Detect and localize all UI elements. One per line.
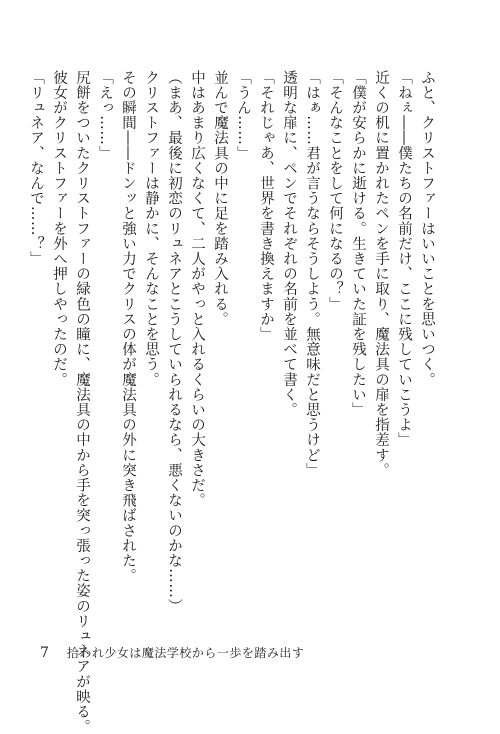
- text-line: 「僕が安らかに逝ける。生きていた証を残したい」: [350, 70, 366, 418]
- text-line: 「そんなことをして何になるの？」: [327, 70, 343, 312]
- page-number: 7: [40, 645, 49, 661]
- text-line: 「はぁ……君が言うならそうしよう。無意味だと思うけど」: [304, 70, 320, 478]
- text-line: 「うん……」: [235, 70, 251, 161]
- text-line: 彼女がクリストファーを外へ押しやったのだ。: [51, 70, 67, 388]
- text-line: 「ねぇ――僕たちの名前だけ、ここに残していこうよ」: [396, 70, 412, 448]
- text-line: （まあ、最後に初恋のリュネアとこうしていられるなら、悪くないのかな……）: [166, 70, 182, 614]
- text-line: その瞬間――ドンッと強い力でクリスの体が魔法具の外に突き飛ばされた。: [120, 70, 136, 584]
- text-line: ふと、クリストファーはいいことを思いつく。: [419, 70, 435, 388]
- text-line: 「それじゃあ、世界を書き換えますか」: [258, 70, 274, 342]
- text-line: 中はあまり広くなくて、二人がやっと入れるくらいの大きさだ。: [189, 70, 205, 508]
- text-line: 「リュネア、なんで……？」: [28, 70, 44, 267]
- text-line: クリストファーは静かに、そんなことを思う。: [143, 70, 159, 388]
- running-title: 拾われ少女は魔法学校から一歩を踏み出す: [66, 646, 305, 660]
- page-footer: [40, 644, 304, 661]
- text-line: 透明な扉に、ペンでそれぞれの名前を並べて書く。: [281, 70, 297, 418]
- text-line: 「えっ……」: [97, 70, 113, 161]
- text-line: 尻餅をついたクリストファーの緑色の瞳に、魔法具の中から手を突っ張った姿のリュネアが映る。: [74, 70, 90, 734]
- text-line: 近くの机に置かれたペンを手に取り、魔法具の扉を指差す。: [373, 70, 389, 478]
- text-line: 並んで魔法具の中に足を踏み入れる。: [212, 70, 228, 327]
